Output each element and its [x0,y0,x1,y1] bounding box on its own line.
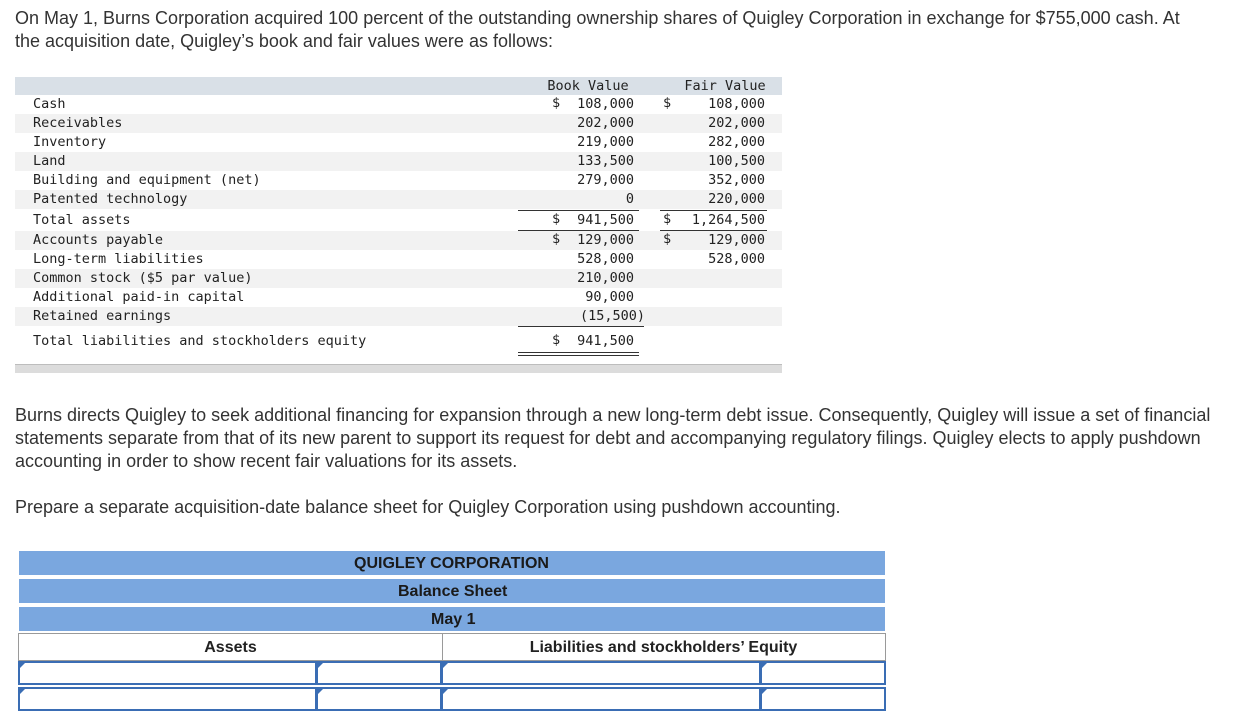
table-header-row [15,77,782,95]
asset-label-input[interactable] [18,661,317,685]
asset-label-input[interactable] [18,687,317,711]
row-label: Building and equipment (net) [33,172,261,188]
book-value: 528,000 [577,251,634,267]
table-row [15,231,782,250]
row-label: Retained earnings [33,308,172,324]
asset-amount-input[interactable] [316,687,442,711]
fair-value: 282,000 [708,134,765,150]
assets-header: Assets [19,634,443,660]
liabilities-equity-header: Liabilities and stockholders’ Equity [529,639,798,656]
book-value: 133,500 [577,153,634,169]
row-label: Total liabilities and stockholders equity [33,333,367,349]
book-value: 0 [625,191,634,207]
liability-label-input[interactable] [441,661,761,685]
date-band: May 1 [18,606,886,632]
row-label: Long-term liabilities [33,251,204,267]
book-value: 941,500 [577,333,634,349]
financing-paragraph: Burns directs Quigley to seek additional financing for expansion through a new long-term debt issue. Consequently, Quigley will issue a set of financial statements separate from that of its new parent to support its request for debt and accompanying regulatory filings. Quigley elects to apply pushdown accounting in order to show recent fair valuations for its assets. [15,405,1211,471]
table-row-total-assets [15,211,782,230]
currency-symbol: $ [552,211,561,227]
table-row [15,288,782,307]
book-value: 202,000 [577,115,634,131]
book-value: 108,000 [577,96,634,112]
currency-symbol: $ [663,211,672,227]
fair-value: 108,000 [708,96,765,112]
table-bottom-bar [15,364,782,373]
row-label: Patented technology [33,191,188,207]
table-row-total-liab-equity [15,332,782,351]
table-row [15,133,782,152]
fair-value-header: Fair Value [684,78,766,94]
instruction-paragraph: Prepare a separate acquisition-date balance sheet for Quigley Corporation using pushdown accounting. [15,497,841,517]
fair-value: 220,000 [708,191,765,207]
table-row [15,250,782,269]
currency-symbol: $ [663,95,672,111]
fair-value: 352,000 [708,172,765,188]
underline [518,352,639,353]
currency-symbol: $ [552,332,561,348]
fair-value: 1,264,500 [691,212,765,228]
table-row [15,269,782,288]
fair-value: 528,000 [708,251,765,267]
intro-paragraph: On May 1, Burns Corporation acquired 100 percent of the outstanding ownership shares of Quigley Corporation in exchange for $755,000 cash. At the acquisition date, Quigley’s book and fair values were as follows: [15,8,1180,51]
book-value: 941,500 [577,212,634,228]
row-label: Common stock ($5 par value) [33,270,253,286]
fair-value: 129,000 [708,232,765,248]
row-label: Total assets [33,212,131,228]
liability-amount-input[interactable] [760,687,886,711]
table-row [15,190,782,209]
table-row [15,114,782,133]
table-row [15,95,782,114]
row-label: Additional paid-in capital [33,289,245,305]
underline [518,326,644,327]
row-label: Inventory [33,134,107,150]
statement-title-band: Balance Sheet [18,578,886,604]
column-header-row [18,633,886,661]
row-label: Cash [33,96,66,112]
company-name-band: QUIGLEY CORPORATION [18,550,886,576]
asset-amount-input[interactable] [316,661,442,685]
row-label: Land [33,153,66,169]
row-label: Accounts payable [33,232,164,248]
book-value: 90,000 [585,289,634,305]
book-value-header: Book Value [547,78,629,94]
table-row [15,307,782,326]
book-value: 279,000 [577,172,634,188]
underline [518,355,639,356]
liability-label-input[interactable] [441,687,761,711]
book-value: 129,000 [577,232,634,248]
table-row [15,171,782,190]
fair-value: 100,500 [708,153,765,169]
book-value: (15,500) [579,308,645,324]
currency-symbol: $ [663,231,672,247]
currency-symbol: $ [552,231,561,247]
fair-value: 202,000 [708,115,765,131]
currency-symbol: $ [552,95,561,111]
row-label: Receivables [33,115,123,131]
table-row [15,152,782,171]
book-value: 219,000 [577,134,634,150]
book-value: 210,000 [577,270,634,286]
liability-amount-input[interactable] [760,661,886,685]
